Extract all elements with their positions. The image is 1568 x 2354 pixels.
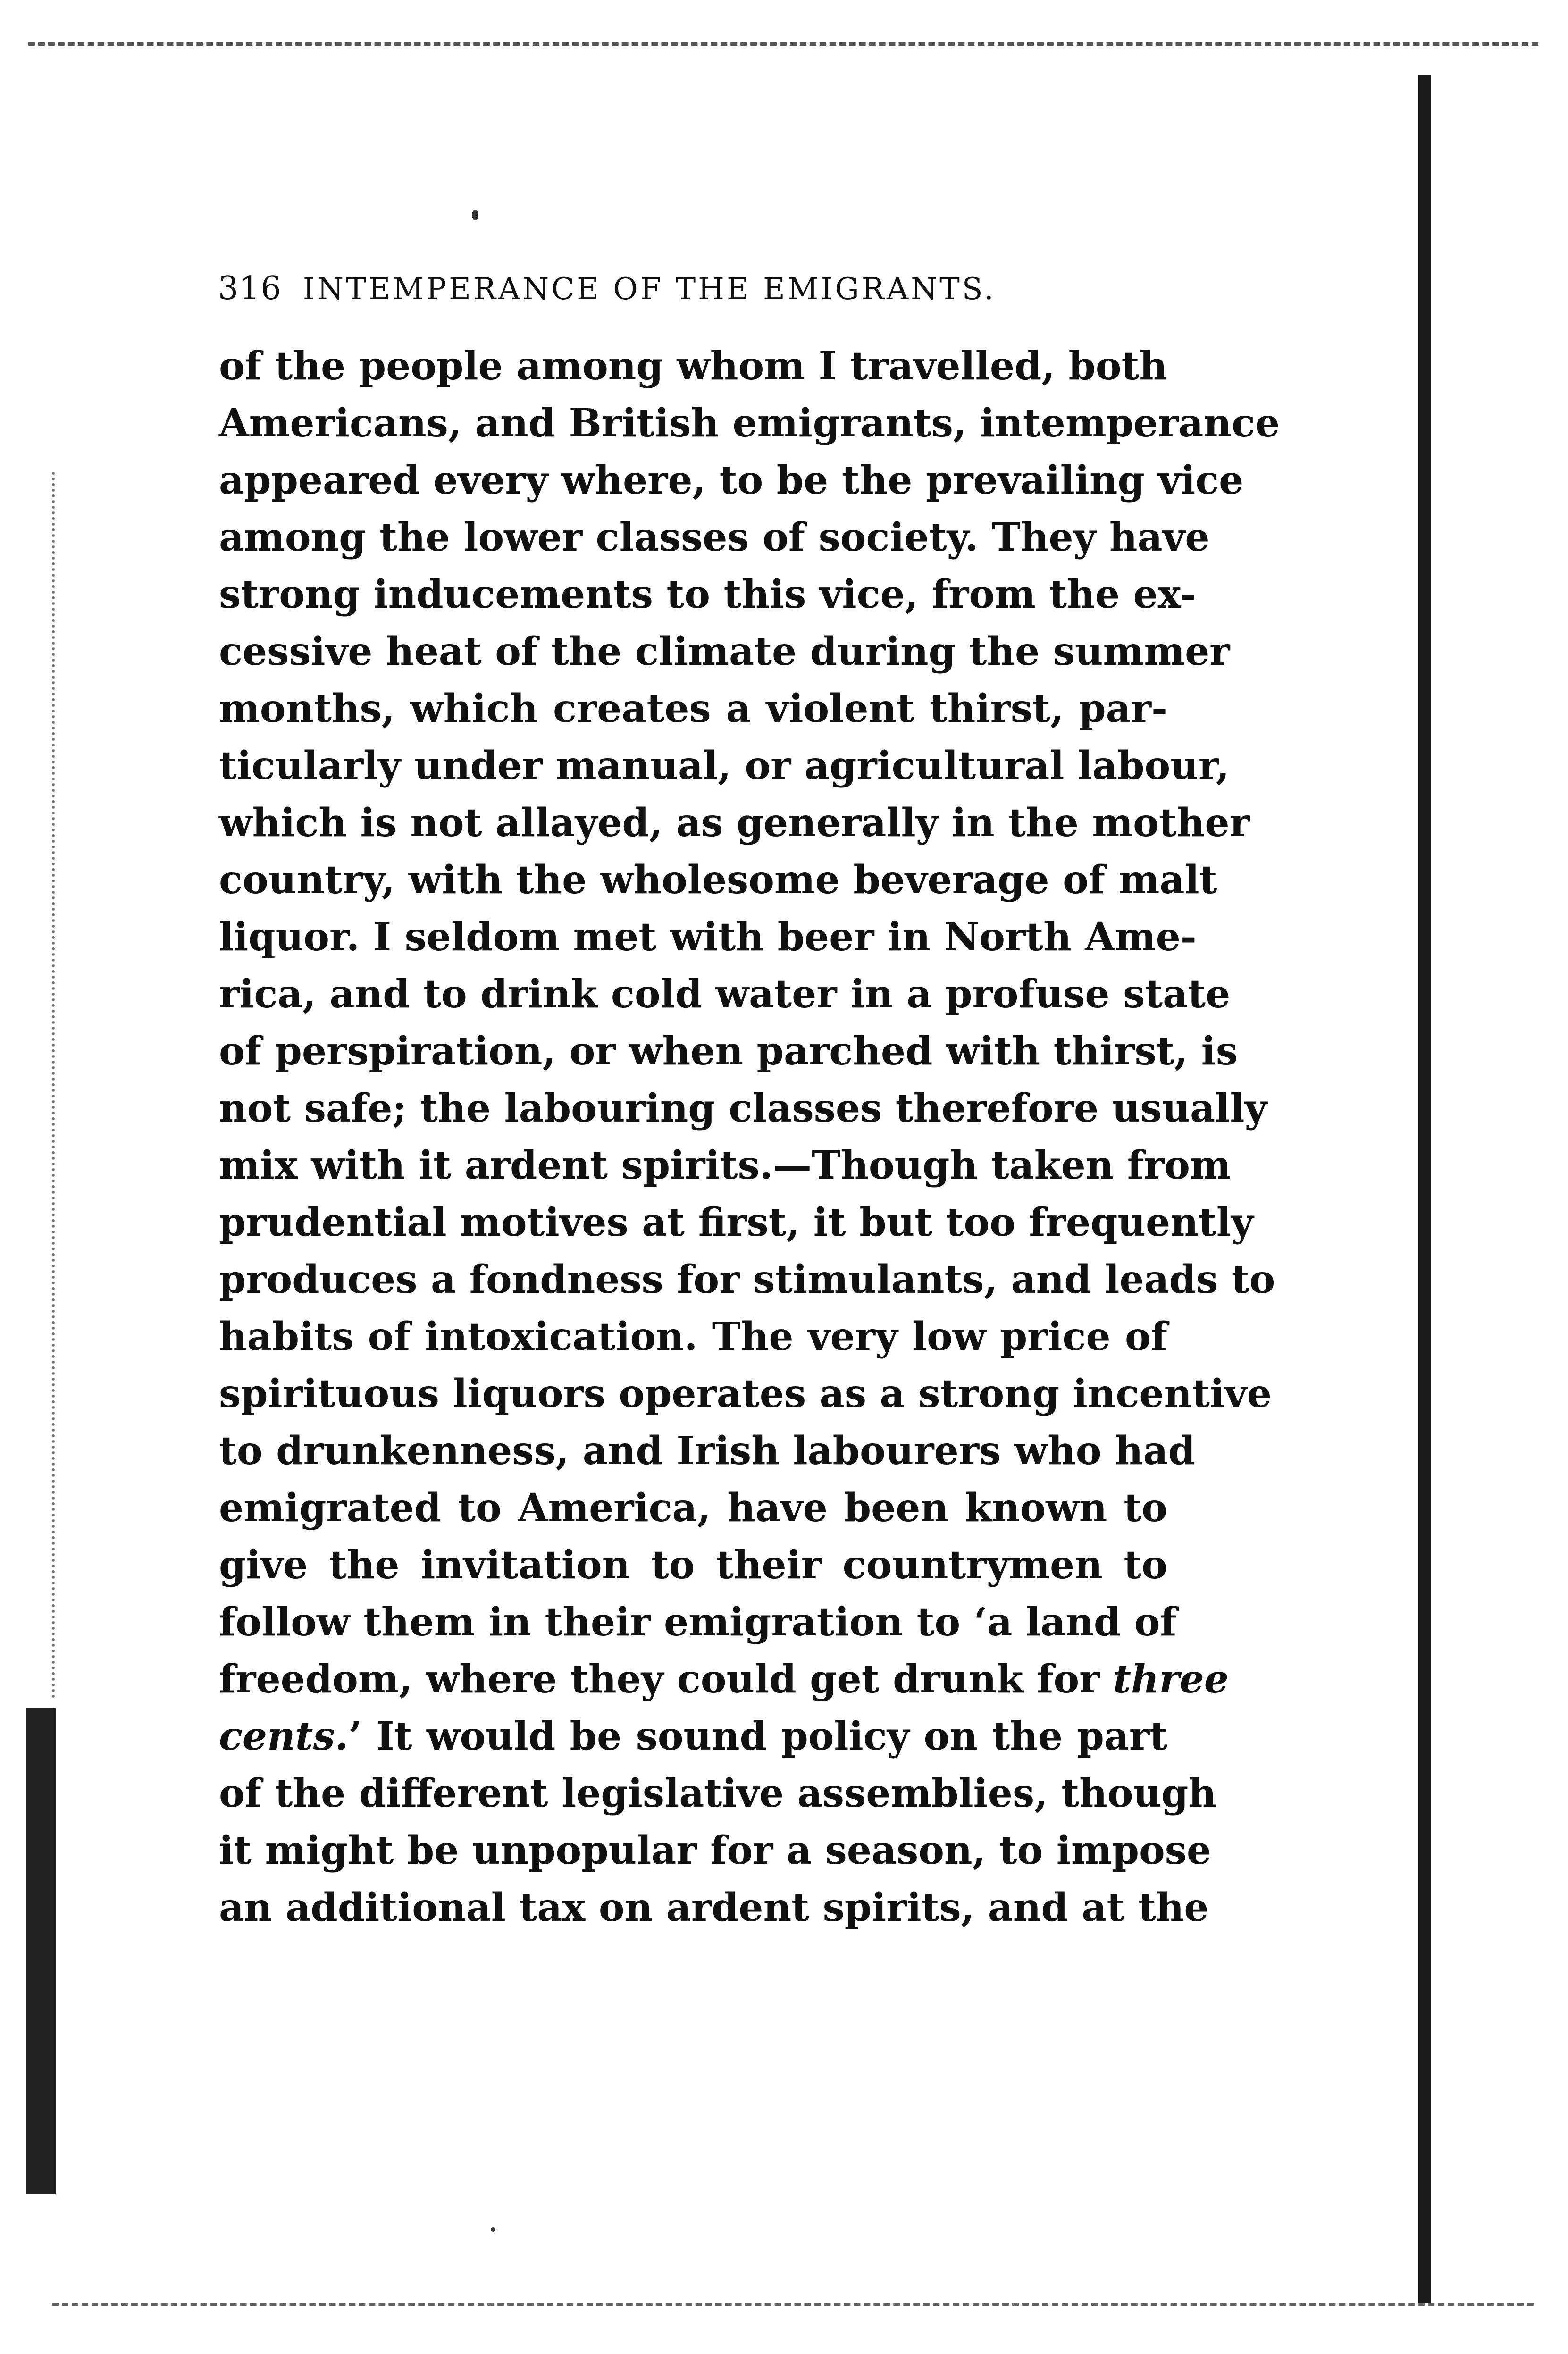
text-line: appeared every where, to be the prevailing vice bbox=[219, 458, 1244, 503]
text-line: spirituous liquors operates as a strong incentive bbox=[219, 1371, 1272, 1416]
text-line-mixed bbox=[219, 1708, 1167, 1765]
text-line: give the invitation to their countrymen to bbox=[219, 1542, 1167, 1588]
scan-speck bbox=[491, 2227, 495, 2232]
text-line: of the people among whom I travelled, both bbox=[219, 343, 1167, 389]
text-line: follow them in their emigration to ‘a land of bbox=[219, 1600, 1177, 1645]
body-text bbox=[219, 338, 1280, 1936]
scan-left-speckle bbox=[52, 472, 58, 1699]
text-line: country, with the wholesome beverage of malt bbox=[219, 857, 1217, 903]
running-head bbox=[218, 270, 1138, 315]
text-line: strong inducements to this vice, from the ex- bbox=[219, 572, 1197, 617]
text-line: rica, and to drink cold water in a profuse state bbox=[219, 972, 1231, 1017]
scan-right-edge bbox=[1418, 75, 1431, 2303]
text-line-mixed bbox=[219, 1651, 1229, 1708]
text-line: mix with it ardent spirits.—Though taken from bbox=[219, 1143, 1231, 1188]
running-title: INTEMPERANCE OF THE EMIGRANTS. bbox=[302, 272, 996, 307]
italic-text-run: cents. bbox=[219, 1714, 349, 1759]
text-line: Americans, and British emigrants, intemperance bbox=[219, 401, 1280, 446]
scan-left-edge bbox=[26, 1708, 56, 2194]
text-run: freedom, where they could get drunk for bbox=[219, 1657, 1100, 1702]
text-line: produces a fondness for stimulants, and leads to bbox=[219, 1257, 1275, 1302]
text-line: among the lower classes of society. They have bbox=[219, 515, 1210, 560]
text-line: it might be unpopular for a season, to impose bbox=[219, 1828, 1212, 1873]
text-line: not safe; the labouring classes therefore usually bbox=[219, 1086, 1267, 1131]
scan-top-edge bbox=[28, 42, 1538, 52]
text-run: ’ It would be sound policy on the part bbox=[348, 1714, 1167, 1759]
text-line: habits of intoxication. The very low price of bbox=[219, 1314, 1167, 1359]
text-line: ticularly under manual, or agricultural labour, bbox=[219, 743, 1230, 788]
text-line: of the different legislative assemblies, though bbox=[219, 1771, 1216, 1816]
text-line: of perspiration, or when parched with thirst, is bbox=[219, 1029, 1238, 1074]
scan-bottom-edge bbox=[52, 2303, 1534, 2312]
text-line: an additional tax on ardent spirits, and at the bbox=[219, 1885, 1209, 1930]
text-line: to drunkenness, and Irish labourers who had bbox=[219, 1428, 1196, 1474]
text-line: prudential motives at first, it but too frequently bbox=[219, 1200, 1254, 1245]
text-line: emigrated to America, have been known to bbox=[219, 1485, 1167, 1531]
text-line: months, which creates a violent thirst, par- bbox=[219, 686, 1167, 731]
scan-speck bbox=[472, 210, 478, 220]
italic-text-run: three bbox=[1113, 1657, 1229, 1702]
text-line: liquor. I seldom met with beer in North Ame- bbox=[219, 914, 1197, 960]
page-number: 316 bbox=[218, 270, 282, 307]
text-line: which is not allayed, as generally in the mother bbox=[219, 800, 1250, 846]
text-line: cessive heat of the climate during the summer bbox=[219, 629, 1230, 674]
